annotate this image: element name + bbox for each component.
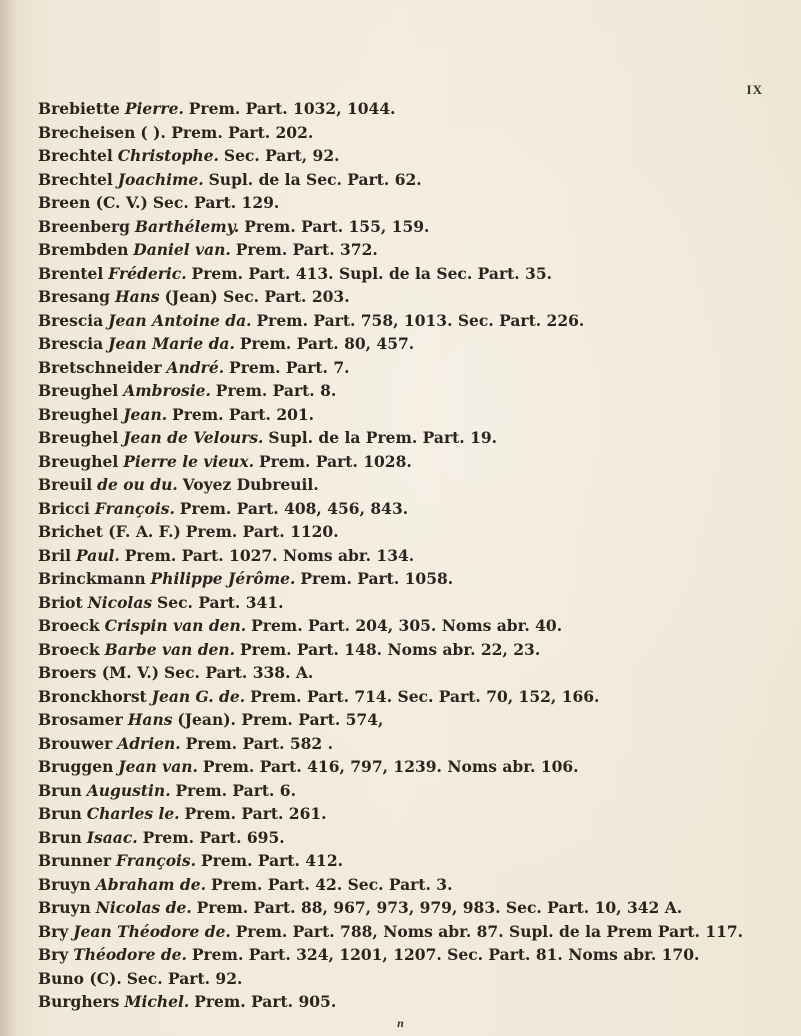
entry-surname: Bruggen — [38, 757, 114, 776]
entry-references: Prem. Part. 372. — [235, 240, 378, 259]
index-entry — [38, 849, 798, 873]
entry-given-name: Barthélemy. — [134, 216, 240, 236]
entry-references: Prem. Part. 204, 305. Noms abr. 40. — [251, 616, 563, 635]
entry-surname: Brechtel — [38, 169, 113, 189]
index-entry — [38, 614, 798, 638]
entry-given-name: François. — [94, 498, 175, 518]
entry-given-name: Pierre. — [124, 99, 184, 118]
index-entry — [38, 403, 798, 427]
entry-given-name: Pierre le vieux. — [123, 451, 255, 471]
index-entry — [38, 567, 798, 591]
index-entry — [38, 826, 798, 850]
entry-references: Sec. Part. 92. — [126, 968, 243, 988]
index-entry — [38, 638, 798, 662]
entry-surname: Breughel — [38, 381, 119, 400]
entry-references: Prem. Part. 416, 797, 1239. Noms abr. 106. — [202, 757, 579, 776]
entry-surname: Buno (C). — [38, 968, 122, 988]
entry-surname: Brentel — [38, 263, 104, 283]
entry-surname: Burghers — [38, 992, 120, 1011]
entry-given-name: Adrien. — [117, 733, 181, 753]
entry-surname: Brosamer — [38, 710, 123, 729]
entry-given-name: Théodore de. — [73, 945, 187, 964]
entry-references: Prem. Part. 6. — [175, 780, 296, 800]
entry-given-name: Crispin van den. — [104, 616, 247, 635]
entry-surname: Brecheisen — [38, 122, 136, 142]
entry-references: Prem. Part. 201. — [172, 404, 315, 424]
entry-references: Supl. de la Prem. Part. 19. — [268, 428, 498, 447]
index-entry — [38, 591, 798, 615]
entry-surname: Broers (M. V.) — [38, 663, 160, 682]
entry-given-name: Jean Antoine da. — [108, 310, 252, 330]
index-entry — [38, 379, 798, 403]
entry-given-name: André. — [166, 357, 225, 377]
index-entry — [38, 779, 798, 803]
entry-references: Sec. Part. 338. A. — [164, 663, 314, 682]
entry-references: Prem. Part. 80, 457. — [239, 334, 415, 353]
entry-surname: Broeck — [38, 616, 100, 635]
index-entry — [38, 661, 798, 685]
entry-surname: Brescia — [38, 310, 104, 330]
entry-surname: Brouwer — [38, 733, 113, 753]
entry-given-name: Paul. — [75, 545, 120, 565]
entry-references: Prem. Part. 8. — [215, 381, 337, 400]
entry-surname: Bruyn — [38, 898, 91, 917]
index-entry — [38, 191, 798, 215]
entry-surname: Bry — [38, 921, 69, 941]
entry-references: Prem. Part. 905. — [194, 992, 337, 1011]
entry-references: ( ). Prem. Part. 202. — [140, 122, 314, 142]
entry-references: (Jean) Sec. Part. 203. — [164, 287, 350, 306]
entry-surname: Breen (C. V.) — [38, 193, 148, 212]
entry-references: Prem. Part. 148. Noms abr. 22, 23. — [240, 639, 541, 659]
index-entry — [38, 755, 798, 779]
entry-surname: Brun — [38, 804, 82, 823]
entry-given-name: Christophe. — [117, 146, 219, 165]
entry-references: Prem. Part. 788, Noms abr. 87. Supl. de la Prem Part. 117. — [235, 921, 744, 941]
index-entry — [38, 920, 798, 944]
entry-surname: Bretschneider — [38, 357, 162, 377]
entry-surname: Brinckmann — [38, 569, 146, 588]
index-entry — [38, 144, 798, 168]
entry-references: Prem. Part. 1120. — [185, 522, 339, 541]
entry-surname: Breughel — [38, 451, 119, 471]
entry-surname: Brechtel — [38, 146, 113, 165]
entry-given-name: Isaac. — [86, 827, 138, 847]
index-entry — [38, 215, 798, 239]
entry-given-name: de ou du. — [97, 475, 178, 494]
index-entry — [38, 168, 798, 192]
index-entry — [38, 121, 798, 145]
entry-given-name: Hans — [114, 287, 160, 306]
entry-surname: Brunner — [38, 851, 112, 870]
entry-surname: Brescia — [38, 334, 104, 353]
entry-surname: Brembden — [38, 240, 129, 259]
entry-surname: Briot — [38, 592, 83, 612]
entry-surname: Breenberg — [38, 216, 130, 236]
entry-given-name: Daniel van. — [133, 240, 231, 259]
entry-references: Prem. Part. 758, 1013. Sec. Part. 226. — [256, 310, 585, 330]
index-entry — [38, 332, 798, 356]
index-entry — [38, 685, 798, 709]
entry-given-name: Augustin. — [86, 780, 171, 800]
entry-surname: Brun — [38, 827, 82, 847]
index-entry — [38, 497, 798, 521]
index-entry — [38, 544, 798, 568]
entry-references: Prem. Part. 1028. — [258, 451, 412, 471]
entry-references: Sec. Part. 129. — [152, 193, 280, 212]
entry-references: Prem. Part. 582 . — [185, 733, 334, 753]
entry-references: Sec. Part, 92. — [223, 146, 340, 165]
entry-references: Prem. Part. 42. Sec. Part. 3. — [210, 874, 453, 894]
entry-references: Prem. Part. 408, 456, 843. — [179, 498, 409, 518]
entry-given-name: Barbe van den. — [104, 639, 236, 659]
index-entry — [38, 967, 798, 991]
index-entry — [38, 426, 798, 450]
page-number: IX — [746, 82, 763, 97]
entry-surname: Brebiette — [38, 99, 120, 118]
index-entry — [38, 943, 798, 967]
index-entry — [38, 873, 798, 897]
entry-surname: Bruyn — [38, 874, 91, 894]
entry-given-name: Abraham de. — [95, 874, 207, 894]
entry-surname: Broeck — [38, 639, 100, 659]
entry-surname: Bry — [38, 945, 69, 964]
entry-given-name: Philippe Jérôme. — [150, 569, 296, 588]
entry-references: Supl. de la Sec. Part. 62. — [208, 169, 422, 189]
entry-surname: Bricci — [38, 498, 90, 518]
entry-surname: Brun — [38, 780, 82, 800]
entry-references: Prem. Part. 695. — [142, 827, 285, 847]
entry-references: Sec. Part. 341. — [157, 592, 284, 612]
index-entry — [38, 473, 798, 497]
index-entry — [38, 520, 798, 544]
entry-given-name: Jean. — [123, 404, 168, 424]
entry-given-name: Charles le. — [86, 804, 180, 823]
binding-shadow — [0, 0, 18, 1036]
entry-given-name: Nicolas — [87, 592, 153, 612]
entry-references: Prem. Part. 1027. Noms abr. 134. — [124, 545, 415, 565]
signature-mark: n — [397, 1016, 404, 1030]
index-entry — [38, 450, 798, 474]
index-entry — [38, 732, 798, 756]
index-entry — [38, 708, 798, 732]
entry-references: Prem. Part. 412. — [200, 851, 344, 870]
index-entry — [38, 802, 798, 826]
entry-references: Prem. Part. 413. Supl. de la Sec. Part. 35. — [191, 263, 553, 283]
index-entry — [38, 896, 798, 920]
entry-given-name: Jean G. de. — [151, 686, 246, 706]
index-entry — [38, 309, 798, 333]
entry-given-name: Jean Théodore de. — [73, 921, 231, 941]
entry-surname: Breughel — [38, 404, 119, 424]
entry-references: Prem. Part. 155, 159. — [244, 216, 430, 236]
index-entry — [38, 262, 798, 286]
entry-given-name: Ambrosie. — [123, 381, 211, 400]
entry-references: Prem. Part. 324, 1201, 1207. Sec. Part. 81. Noms abr. 170. — [191, 945, 700, 964]
entry-references: Prem. Part. 7. — [229, 357, 350, 377]
entry-surname: Breuil — [38, 475, 93, 494]
entry-given-name: François. — [116, 851, 197, 870]
index-entries — [38, 97, 798, 1014]
entry-given-name: Hans — [127, 710, 173, 729]
index-entry — [38, 285, 798, 309]
entry-references: (Jean). Prem. Part. 574, — [177, 710, 384, 729]
entry-given-name: Jean van. — [118, 757, 198, 776]
entry-given-name: Michel. — [124, 992, 190, 1011]
index-entry — [38, 356, 798, 380]
entry-given-name: Fréderic. — [108, 263, 187, 283]
entry-surname: Bronckhorst — [38, 686, 147, 706]
entry-given-name: Jean de Velours. — [123, 428, 264, 447]
entry-references: Prem. Part. 88, 967, 973, 979, 983. Sec. Part. 10, 342 A. — [196, 898, 683, 917]
index-entry — [38, 238, 798, 262]
entry-references: Prem. Part. 714. Sec. Part. 70, 152, 166. — [250, 686, 600, 706]
index-entry — [38, 990, 798, 1014]
entry-references: Prem. Part. 1058. — [300, 569, 454, 588]
index-entry — [38, 97, 798, 121]
entry-given-name: Joachime. — [117, 169, 204, 189]
entry-surname: Breughel — [38, 428, 119, 447]
entry-references: Voyez Dubreuil. — [182, 475, 319, 494]
entry-references: Prem. Part. 1032, 1044. — [188, 99, 396, 118]
entry-given-name: Nicolas de. — [95, 898, 192, 917]
entry-surname: Bril — [38, 545, 72, 565]
entry-surname: Bresang — [38, 287, 111, 306]
entry-given-name: Jean Marie da. — [108, 334, 235, 353]
entry-surname: Brichet (F. A. F.) — [38, 522, 181, 541]
entry-references: Prem. Part. 261. — [184, 804, 327, 823]
